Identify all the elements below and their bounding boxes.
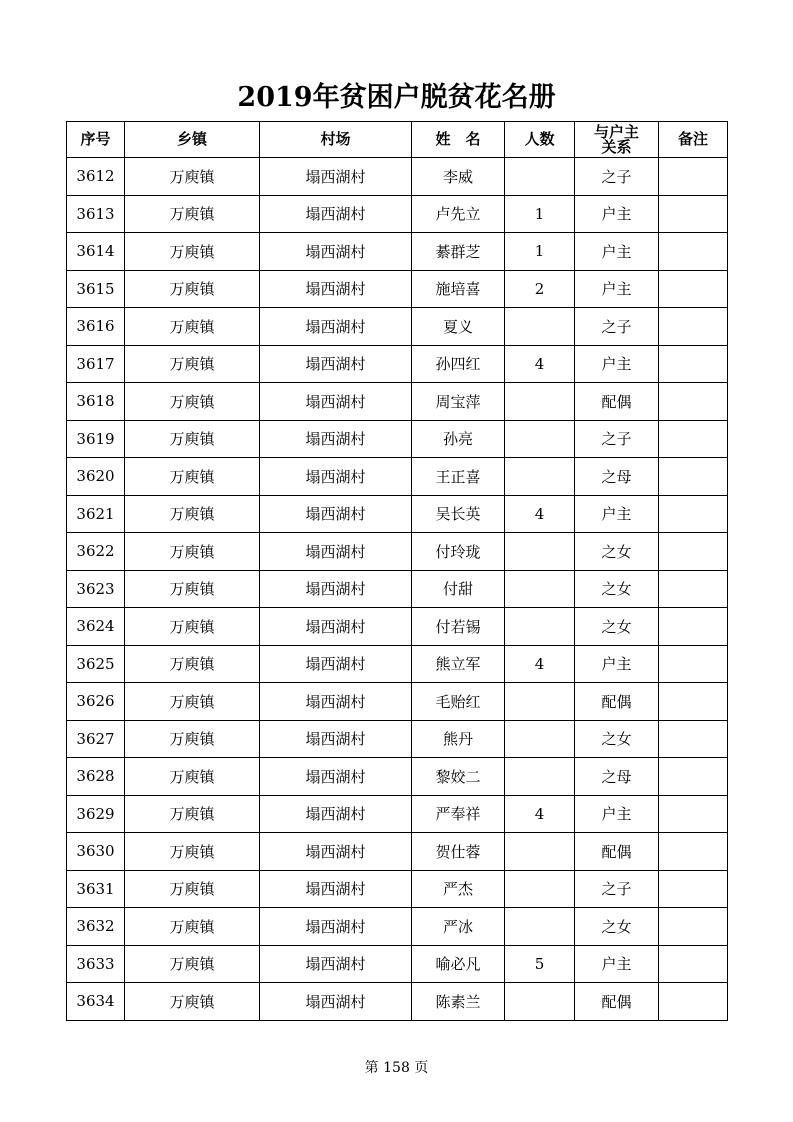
cell-count xyxy=(505,533,575,571)
cell-name: 付甜 xyxy=(412,570,505,608)
cell-relation: 配偶 xyxy=(575,683,659,721)
table-row xyxy=(67,345,728,383)
cell-seq: 3626 xyxy=(67,683,125,721)
cell-town: 万庾镇 xyxy=(125,458,260,496)
cell-seq: 3633 xyxy=(67,945,125,983)
cell-seq: 3629 xyxy=(67,795,125,833)
cell-seq: 3620 xyxy=(67,458,125,496)
table-row xyxy=(67,645,728,683)
cell-relation: 户主 xyxy=(575,345,659,383)
cell-village: 塌西湖村 xyxy=(260,158,412,196)
cell-seq: 3625 xyxy=(67,645,125,683)
cell-seq: 3630 xyxy=(67,833,125,871)
cell-count: 4 xyxy=(505,495,575,533)
cell-relation: 之女 xyxy=(575,720,659,758)
cell-village: 塌西湖村 xyxy=(260,495,412,533)
cell-remark xyxy=(659,870,728,908)
cell-relation: 之母 xyxy=(575,458,659,496)
cell-seq: 3614 xyxy=(67,233,125,271)
header-relation xyxy=(575,122,659,158)
cell-relation: 之女 xyxy=(575,533,659,571)
cell-seq: 3632 xyxy=(67,908,125,946)
cell-remark xyxy=(659,270,728,308)
table-row xyxy=(67,233,728,271)
cell-remark xyxy=(659,645,728,683)
cell-seq: 3631 xyxy=(67,870,125,908)
header-village: 村场 xyxy=(260,122,412,158)
cell-name: 喻必凡 xyxy=(412,945,505,983)
cell-town: 万庾镇 xyxy=(125,983,260,1021)
cell-name: 綦群芝 xyxy=(412,233,505,271)
cell-count: 4 xyxy=(505,795,575,833)
cell-seq: 3619 xyxy=(67,420,125,458)
cell-name: 黎姣二 xyxy=(412,758,505,796)
cell-relation: 之女 xyxy=(575,908,659,946)
header-relation-line2: 关系 xyxy=(601,137,632,156)
page-title: 2019年贫困户脱贫花名册 xyxy=(237,82,556,113)
cell-town: 万庾镇 xyxy=(125,270,260,308)
cell-remark xyxy=(659,983,728,1021)
cell-town: 万庾镇 xyxy=(125,570,260,608)
cell-count xyxy=(505,683,575,721)
cell-seq: 3615 xyxy=(67,270,125,308)
header-town: 乡镇 xyxy=(125,122,260,158)
cell-village: 塌西湖村 xyxy=(260,570,412,608)
cell-name: 严杰 xyxy=(412,870,505,908)
cell-relation: 户主 xyxy=(575,645,659,683)
cell-remark xyxy=(659,758,728,796)
cell-count: 2 xyxy=(505,270,575,308)
table-row xyxy=(67,458,728,496)
cell-seq: 3617 xyxy=(67,345,125,383)
cell-relation: 配偶 xyxy=(575,383,659,421)
cell-town: 万庾镇 xyxy=(125,683,260,721)
cell-village: 塌西湖村 xyxy=(260,908,412,946)
cell-town: 万庾镇 xyxy=(125,383,260,421)
cell-village: 塌西湖村 xyxy=(260,683,412,721)
cell-relation: 户主 xyxy=(575,195,659,233)
table-row xyxy=(67,795,728,833)
footer-suffix: 页 xyxy=(414,1060,429,1076)
cell-remark xyxy=(659,495,728,533)
cell-seq: 3621 xyxy=(67,495,125,533)
cell-count xyxy=(505,833,575,871)
footer-page-number: 158 xyxy=(383,1060,410,1076)
table-row xyxy=(67,270,728,308)
cell-count xyxy=(505,983,575,1021)
cell-village: 塌西湖村 xyxy=(260,945,412,983)
cell-name: 施培喜 xyxy=(412,270,505,308)
cell-seq: 3623 xyxy=(67,570,125,608)
cell-name: 孙亮 xyxy=(412,420,505,458)
cell-name: 王正喜 xyxy=(412,458,505,496)
cell-remark xyxy=(659,345,728,383)
cell-relation: 户主 xyxy=(575,233,659,271)
cell-seq: 3616 xyxy=(67,308,125,346)
cell-count xyxy=(505,458,575,496)
cell-relation: 配偶 xyxy=(575,983,659,1021)
cell-town: 万庾镇 xyxy=(125,533,260,571)
table-row xyxy=(67,420,728,458)
header-count: 人数 xyxy=(505,122,575,158)
cell-name: 贺仕蓉 xyxy=(412,833,505,871)
cell-remark xyxy=(659,308,728,346)
cell-relation: 之子 xyxy=(575,158,659,196)
cell-remark xyxy=(659,458,728,496)
table-row xyxy=(67,758,728,796)
cell-village: 塌西湖村 xyxy=(260,983,412,1021)
cell-village: 塌西湖村 xyxy=(260,308,412,346)
table-row xyxy=(67,908,728,946)
cell-remark xyxy=(659,158,728,196)
cell-village: 塌西湖村 xyxy=(260,608,412,646)
cell-count: 1 xyxy=(505,195,575,233)
cell-name: 严冰 xyxy=(412,908,505,946)
cell-count xyxy=(505,383,575,421)
cell-town: 万庾镇 xyxy=(125,833,260,871)
table-row xyxy=(67,683,728,721)
cell-name: 付若锡 xyxy=(412,608,505,646)
cell-name: 孙四红 xyxy=(412,345,505,383)
cell-village: 塌西湖村 xyxy=(260,720,412,758)
cell-remark xyxy=(659,570,728,608)
cell-village: 塌西湖村 xyxy=(260,233,412,271)
cell-village: 塌西湖村 xyxy=(260,795,412,833)
cell-remark xyxy=(659,683,728,721)
cell-town: 万庾镇 xyxy=(125,908,260,946)
table-row xyxy=(67,983,728,1021)
cell-relation: 之女 xyxy=(575,608,659,646)
cell-remark xyxy=(659,720,728,758)
cell-village: 塌西湖村 xyxy=(260,870,412,908)
cell-count xyxy=(505,608,575,646)
cell-count xyxy=(505,158,575,196)
cell-town: 万庾镇 xyxy=(125,195,260,233)
table-row xyxy=(67,158,728,196)
cell-seq: 3622 xyxy=(67,533,125,571)
cell-town: 万庾镇 xyxy=(125,645,260,683)
table-row xyxy=(67,608,728,646)
header-relation-line1: 与户主 xyxy=(593,122,639,141)
cell-relation: 之女 xyxy=(575,570,659,608)
cell-village: 塌西湖村 xyxy=(260,420,412,458)
cell-seq: 3624 xyxy=(67,608,125,646)
cell-town: 万庾镇 xyxy=(125,720,260,758)
roster-table xyxy=(66,121,728,1021)
cell-count: 4 xyxy=(505,645,575,683)
cell-village: 塌西湖村 xyxy=(260,270,412,308)
header-name: 姓 名 xyxy=(412,122,505,158)
cell-name: 周宝萍 xyxy=(412,383,505,421)
cell-name: 吴长英 xyxy=(412,495,505,533)
cell-village: 塌西湖村 xyxy=(260,533,412,571)
footer-prefix: 第 xyxy=(364,1060,379,1076)
cell-seq: 3628 xyxy=(67,758,125,796)
table-row xyxy=(67,833,728,871)
table-row xyxy=(67,945,728,983)
cell-town: 万庾镇 xyxy=(125,308,260,346)
table-row xyxy=(67,533,728,571)
cell-count xyxy=(505,720,575,758)
cell-relation: 户主 xyxy=(575,495,659,533)
cell-remark xyxy=(659,608,728,646)
cell-seq: 3627 xyxy=(67,720,125,758)
cell-name: 毛贻红 xyxy=(412,683,505,721)
cell-count: 4 xyxy=(505,345,575,383)
cell-relation: 户主 xyxy=(575,270,659,308)
cell-remark xyxy=(659,908,728,946)
table-row xyxy=(67,308,728,346)
table-row xyxy=(67,195,728,233)
table-row xyxy=(67,495,728,533)
cell-relation: 之子 xyxy=(575,870,659,908)
header-remark: 备注 xyxy=(659,122,728,158)
cell-village: 塌西湖村 xyxy=(260,833,412,871)
cell-count: 5 xyxy=(505,945,575,983)
cell-relation: 户主 xyxy=(575,795,659,833)
cell-remark xyxy=(659,533,728,571)
cell-count xyxy=(505,870,575,908)
cell-town: 万庾镇 xyxy=(125,945,260,983)
table-row xyxy=(67,383,728,421)
cell-count xyxy=(505,420,575,458)
cell-village: 塌西湖村 xyxy=(260,458,412,496)
cell-seq: 3613 xyxy=(67,195,125,233)
header-row xyxy=(67,122,728,158)
cell-name: 夏义 xyxy=(412,308,505,346)
cell-village: 塌西湖村 xyxy=(260,383,412,421)
roster-body xyxy=(67,158,728,1021)
cell-relation: 配偶 xyxy=(575,833,659,871)
cell-remark xyxy=(659,233,728,271)
cell-remark xyxy=(659,945,728,983)
header-seq: 序号 xyxy=(67,122,125,158)
cell-town: 万庾镇 xyxy=(125,870,260,908)
cell-village: 塌西湖村 xyxy=(260,345,412,383)
cell-remark xyxy=(659,795,728,833)
cell-remark xyxy=(659,195,728,233)
cell-name: 熊立军 xyxy=(412,645,505,683)
cell-count xyxy=(505,570,575,608)
cell-town: 万庾镇 xyxy=(125,420,260,458)
cell-relation: 之子 xyxy=(575,420,659,458)
cell-seq: 3634 xyxy=(67,983,125,1021)
cell-name: 付玲珑 xyxy=(412,533,505,571)
cell-town: 万庾镇 xyxy=(125,495,260,533)
cell-village: 塌西湖村 xyxy=(260,645,412,683)
table-row xyxy=(67,570,728,608)
cell-name: 熊丹 xyxy=(412,720,505,758)
cell-count xyxy=(505,308,575,346)
cell-town: 万庾镇 xyxy=(125,795,260,833)
cell-town: 万庾镇 xyxy=(125,158,260,196)
cell-count: 1 xyxy=(505,233,575,271)
cell-relation: 之母 xyxy=(575,758,659,796)
cell-relation: 之子 xyxy=(575,308,659,346)
table-row xyxy=(67,720,728,758)
cell-village: 塌西湖村 xyxy=(260,195,412,233)
cell-town: 万庾镇 xyxy=(125,233,260,271)
cell-remark xyxy=(659,383,728,421)
cell-name: 李威 xyxy=(412,158,505,196)
cell-remark xyxy=(659,420,728,458)
cell-town: 万庾镇 xyxy=(125,608,260,646)
cell-name: 陈素兰 xyxy=(412,983,505,1021)
cell-relation: 户主 xyxy=(575,945,659,983)
cell-town: 万庾镇 xyxy=(125,758,260,796)
table-row xyxy=(67,870,728,908)
cell-name: 严奉祥 xyxy=(412,795,505,833)
cell-seq: 3612 xyxy=(67,158,125,196)
cell-count xyxy=(505,758,575,796)
cell-village: 塌西湖村 xyxy=(260,758,412,796)
cell-count xyxy=(505,908,575,946)
cell-seq: 3618 xyxy=(67,383,125,421)
cell-town: 万庾镇 xyxy=(125,345,260,383)
cell-remark xyxy=(659,833,728,871)
page-footer xyxy=(0,1057,793,1077)
cell-name: 卢先立 xyxy=(412,195,505,233)
